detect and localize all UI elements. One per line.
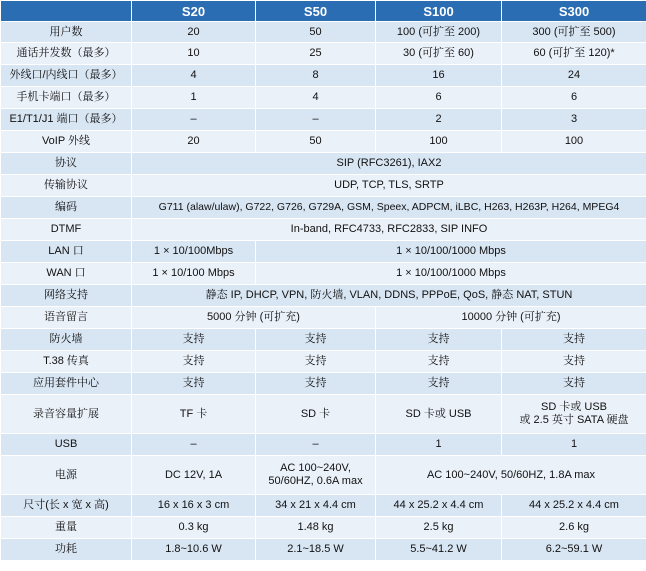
cell-s50: 8: [256, 65, 376, 87]
row-label: 用户数: [1, 22, 132, 43]
row-voicemail: [1, 307, 646, 329]
row-network: [1, 285, 646, 307]
cell-s50: 4: [256, 87, 376, 109]
cell-s100: 16: [376, 65, 502, 87]
cell-s300: 2.6 kg: [502, 517, 646, 539]
cell-s50: 1.48 kg: [256, 517, 376, 539]
cell-s100-s300: AC 100~240V, 50/60HZ, 1.8A max: [376, 456, 646, 495]
cell-line: AC 100~240V,: [280, 462, 351, 474]
row-usb: [1, 434, 646, 456]
row-label: 应用套件中心: [1, 373, 132, 395]
cell-all-models: In-band, RFC4733, RFC2833, SIP INFO: [132, 219, 646, 241]
cell-s20: TF 卡: [132, 395, 256, 434]
row-label: T.38 传真: [1, 351, 132, 373]
cell-s20: 1 × 10/100 Mbps: [132, 263, 256, 285]
cell-s50: 支持: [256, 351, 376, 373]
cell-s300: 6: [502, 87, 646, 109]
row-e1-ports: [1, 109, 646, 131]
cell-s300: 44 x 25.2 x 4.4 cm: [502, 495, 646, 517]
row-firewall: [1, 329, 646, 351]
row-recording: [1, 395, 646, 434]
cell-s50-s300: 1 × 10/100/1000 Mbps: [256, 241, 646, 263]
cell-s20: 0.3 kg: [132, 517, 256, 539]
cell-s50: 50: [256, 131, 376, 153]
cell-s50: 50: [256, 22, 376, 43]
row-wan: [1, 263, 646, 285]
cell-s50: 2.1~18.5 W: [256, 539, 376, 561]
row-ports: [1, 65, 646, 87]
cell-s100: 2: [376, 109, 502, 131]
cell-s100: 5.5~41.2 W: [376, 539, 502, 561]
cell-s20: 16 x 16 x 3 cm: [132, 495, 256, 517]
cell-s20: –: [132, 109, 256, 131]
cell-s50: 支持: [256, 329, 376, 351]
cell-s20: DC 12V, 1A: [132, 456, 256, 495]
cell-s100: 44 x 25.2 x 4.4 cm: [376, 495, 502, 517]
row-label: 通话并发数（最多）: [1, 43, 132, 65]
cell-s100: 100 (可扩至 200): [376, 22, 502, 43]
cell-s300: 6.2~59.1 W: [502, 539, 646, 561]
cell-s300: 1: [502, 434, 646, 456]
cell-s20: 1.8~10.6 W: [132, 539, 256, 561]
row-label: 手机卡端口（最多）: [1, 87, 132, 109]
cell-s300: 支持: [502, 329, 646, 351]
cell-s20: 1: [132, 87, 256, 109]
row-voip-trunks: [1, 131, 646, 153]
cell-s300: 3: [502, 109, 646, 131]
cell-all-models: G711 (alaw/ulaw), G722, G726, G729A, GSM, Speex, ADPCM, iLBC, H263, H263P, H264, MPEG4: [132, 197, 646, 219]
row-label: LAN 口: [1, 241, 132, 263]
cell-s50: SD 卡: [256, 395, 376, 434]
row-codec: [1, 197, 646, 219]
cell-s100: 支持: [376, 329, 502, 351]
row-size: [1, 495, 646, 517]
cell-s300: 100: [502, 131, 646, 153]
cell-s20: 1 × 10/100Mbps: [132, 241, 256, 263]
row-label: 网络支持: [1, 285, 132, 307]
row-label: DTMF: [1, 219, 132, 241]
row-label: 电源: [1, 456, 132, 495]
cell-s20: 20: [132, 22, 256, 43]
row-transport: [1, 175, 646, 197]
header-row: [1, 1, 646, 22]
header-s100: S100: [376, 1, 502, 22]
cell-s100: 100: [376, 131, 502, 153]
row-label: 语音留言: [1, 307, 132, 329]
row-label: 外线口/内线口（最多）: [1, 65, 132, 87]
cell-s300: 60 (可扩至 120)*: [502, 43, 646, 65]
cell-s20: 4: [132, 65, 256, 87]
cell-s20: –: [132, 434, 256, 456]
row-label: USB: [1, 434, 132, 456]
row-power: [1, 456, 646, 495]
cell-s20-s50: 5000 分钟 (可扩充): [132, 307, 376, 329]
cell-line: 或 2.5 英寸 SATA 硬盘: [519, 414, 629, 426]
cell-s50: 支持: [256, 373, 376, 395]
row-gsm-ports: [1, 87, 646, 109]
row-dtmf: [1, 219, 646, 241]
cell-s300: 支持: [502, 373, 646, 395]
cell-s50-s300: 1 × 10/100/1000 Mbps: [256, 263, 646, 285]
header-s50: S50: [256, 1, 376, 22]
cell-s300: 支持: [502, 351, 646, 373]
cell-s50: –: [256, 434, 376, 456]
row-app-center: [1, 373, 646, 395]
row-weight: [1, 517, 646, 539]
cell-s100: 支持: [376, 351, 502, 373]
cell-s50: 25: [256, 43, 376, 65]
cell-s100: 6: [376, 87, 502, 109]
row-label: 编码: [1, 197, 132, 219]
cell-s20: 20: [132, 131, 256, 153]
header-s300: S300: [502, 1, 646, 22]
row-calls: [1, 43, 646, 65]
cell-s20: 10: [132, 43, 256, 65]
row-label: 录音容量扩展: [1, 395, 132, 434]
cell-s300: 24: [502, 65, 646, 87]
row-label: 传输协议: [1, 175, 132, 197]
cell-s20: 支持: [132, 329, 256, 351]
cell-all-models: UDP, TCP, TLS, SRTP: [132, 175, 646, 197]
cell-s50: [256, 456, 376, 495]
cell-all-models: 静态 IP, DHCP, VPN, 防火墙, VLAN, DDNS, PPPoE, QoS, 静态 NAT, STUN: [132, 285, 646, 307]
row-label: 协议: [1, 153, 132, 175]
row-label: 防火墙: [1, 329, 132, 351]
cell-s50: –: [256, 109, 376, 131]
cell-s50: 34 x 21 x 4.4 cm: [256, 495, 376, 517]
cell-line: 50/60HZ, 0.6A max: [268, 475, 363, 487]
cell-all-models: SIP (RFC3261), IAX2: [132, 153, 646, 175]
row-users: [1, 22, 646, 43]
cell-line: SD 卡或 USB: [540, 401, 607, 413]
row-lan: [1, 241, 646, 263]
row-fax: [1, 351, 646, 373]
cell-s20: 支持: [132, 373, 256, 395]
cell-s20: 支持: [132, 351, 256, 373]
row-label: VoIP 外线: [1, 131, 132, 153]
cell-s100: SD 卡或 USB: [376, 395, 502, 434]
cell-s100: 2.5 kg: [376, 517, 502, 539]
header-corner: [1, 1, 132, 22]
row-label: 重量: [1, 517, 132, 539]
row-protocol: [1, 153, 646, 175]
cell-s100-s300: 10000 分钟 (可扩充): [376, 307, 646, 329]
cell-s300: [502, 395, 646, 434]
row-label: 尺寸(长 x 宽 x 高): [1, 495, 132, 517]
cell-s100: 支持: [376, 373, 502, 395]
cell-s100: 1: [376, 434, 502, 456]
row-power-consumption: [1, 539, 646, 561]
header-s20: S20: [132, 1, 256, 22]
row-label: E1/T1/J1 端口（最多）: [1, 109, 132, 131]
row-label: WAN 口: [1, 263, 132, 285]
cell-s300: 300 (可扩至 500): [502, 22, 646, 43]
row-label: 功耗: [1, 539, 132, 561]
cell-s100: 30 (可扩至 60): [376, 43, 502, 65]
